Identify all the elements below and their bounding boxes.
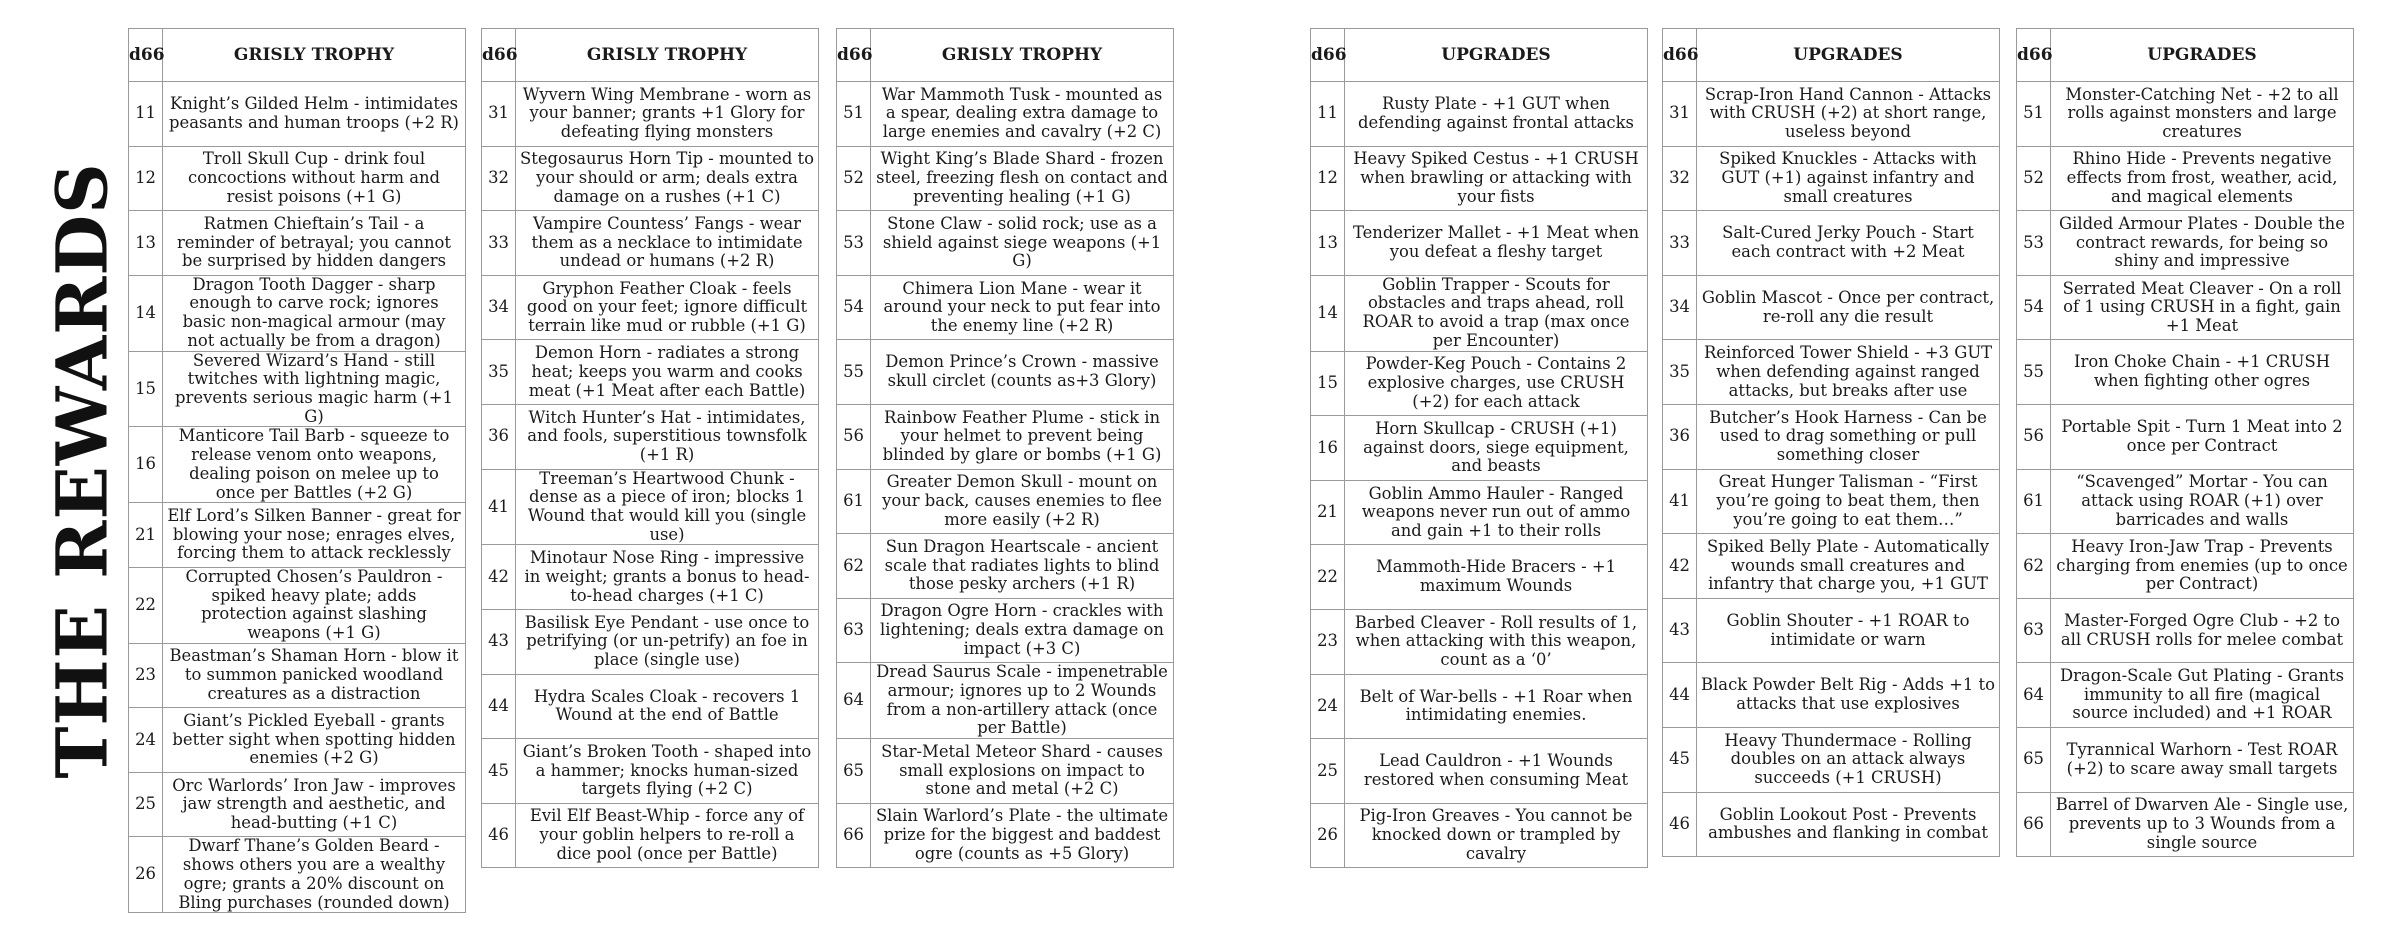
roll-number: 16: [129, 427, 163, 503]
roll-number: 13: [1311, 211, 1345, 276]
roll-number: 65: [837, 739, 871, 804]
reward-description: Dragon Tooth Dagger - sharp enough to carve rock; ignores basic non-magical armour (may not actually be from a dragon): [163, 275, 466, 351]
reward-description: Goblin Ammo Hauler - Ranged weapons never run out of ammo and gain +1 to their rolls: [1345, 480, 1648, 545]
table-header-row: [837, 29, 1174, 82]
table-row: [129, 427, 466, 503]
table-row: [1311, 275, 1648, 351]
roll-number: 56: [2017, 404, 2051, 469]
roll-number: 64: [837, 663, 871, 739]
roll-number: 45: [482, 739, 516, 804]
roll-number: 61: [837, 469, 871, 534]
reward-description: Hydra Scales Cloak - recovers 1 Wound at the end of Battle: [516, 674, 819, 739]
header-title: GRISLY TROPHY: [163, 29, 466, 82]
roll-number: 66: [2017, 792, 2051, 857]
reward-description: Horn Skullcap - CRUSH (+1) against doors, siege equipment, and beasts: [1345, 416, 1648, 481]
reward-description: Belt of War-bells - +1 Roar when intimidating enemies.: [1345, 674, 1648, 739]
table-row: [482, 211, 819, 276]
reward-description: Wyvern Wing Membrane - worn as your banner; grants +1 Glory for defeating flying monsters: [516, 82, 819, 147]
roll-number: 62: [2017, 534, 2051, 599]
table-row: [1663, 663, 2000, 728]
reward-description: Knight’s Gilded Helm - intimidates peasants and human troops (+2 R): [163, 82, 466, 147]
grisly-trophy-table-3: [836, 28, 1174, 868]
roll-number: 14: [129, 275, 163, 351]
reward-description: Orc Warlords’ Iron Jaw - improves jaw strength and aesthetic, and head-butting (+1 C): [163, 772, 466, 837]
roll-number: 35: [482, 340, 516, 405]
header-dice-label: d66: [482, 29, 516, 82]
table-row: [1663, 598, 2000, 663]
roll-number: 45: [1663, 727, 1697, 792]
roll-number: 63: [2017, 598, 2051, 663]
reward-description: Basilisk Eye Pendant - use once to petrifying (or un-petrify) an foe in place (single use): [516, 609, 819, 674]
table-row: [129, 503, 466, 568]
table-row: [837, 534, 1174, 599]
reward-description: Corrupted Chosen’s Pauldron - spiked heavy plate; adds protection against slashing weapons (+1 G): [163, 567, 466, 643]
table-row: [2017, 211, 2354, 276]
reward-description: Spiked Belly Plate - Automatically wounds small creatures and infantry that charge you, +1 GUT: [1697, 534, 2000, 599]
table-row: [1311, 480, 1648, 545]
roll-number: 26: [129, 837, 163, 913]
roll-number: 11: [129, 82, 163, 147]
table-row: [129, 708, 466, 773]
table-row: [837, 146, 1174, 211]
roll-number: 25: [129, 772, 163, 837]
table-row: [482, 609, 819, 674]
reward-description: Rusty Plate - +1 GUT when defending against frontal attacks: [1345, 82, 1648, 147]
reward-description: Monster-Catching Net - +2 to all rolls against monsters and large creatures: [2051, 82, 2354, 147]
reward-description: Troll Skull Cup - drink foul concoctions without harm and resist poisons (+1 G): [163, 146, 466, 211]
roll-number: 11: [1311, 82, 1345, 147]
roll-number: 42: [1663, 534, 1697, 599]
table-row: [1311, 739, 1648, 804]
roll-number: 12: [1311, 146, 1345, 211]
table-row: [1663, 534, 2000, 599]
header-title: GRISLY TROPHY: [871, 29, 1174, 82]
table-row: [1311, 146, 1648, 211]
table-row: [129, 351, 466, 427]
reward-description: Severed Wizard’s Hand - still twitches with lightning magic, prevents serious magic harm (+1 G): [163, 351, 466, 427]
roll-number: 64: [2017, 663, 2051, 728]
table-row: [1311, 545, 1648, 610]
roll-number: 43: [1663, 598, 1697, 663]
reward-description: Goblin Lookout Post - Prevents ambushes and flanking in combat: [1697, 792, 2000, 857]
reward-description: Stone Claw - solid rock; use as a shield against siege weapons (+1 G): [871, 211, 1174, 276]
reward-description: Stegosaurus Horn Tip - mounted to your should or arm; deals extra damage on a rushes (+1 C): [516, 146, 819, 211]
reward-description: Black Powder Belt Rig - Adds +1 to attacks that use explosives: [1697, 663, 2000, 728]
reward-description: Rainbow Feather Plume - stick in your helmet to prevent being blinded by glare or bombs (+1 G): [871, 404, 1174, 469]
roll-number: 12: [129, 146, 163, 211]
table-row: [1311, 211, 1648, 276]
roll-number: 35: [1663, 340, 1697, 405]
roll-number: 51: [2017, 82, 2051, 147]
table-row: [482, 803, 819, 868]
roll-number: 51: [837, 82, 871, 147]
table-row: [1663, 82, 2000, 147]
table-row: [2017, 82, 2354, 147]
table-row: [1663, 146, 2000, 211]
table-row: [1663, 275, 2000, 340]
reward-description: Elf Lord’s Silken Banner - great for blowing your nose; enrages elves, forcing them to attack recklessly: [163, 503, 466, 568]
roll-number: 14: [1311, 275, 1345, 351]
reward-description: Goblin Mascot - Once per contract, re-roll any die result: [1697, 275, 2000, 340]
roll-number: 16: [1311, 416, 1345, 481]
reward-description: Butcher’s Hook Harness - Can be used to drag something or pull something closer: [1697, 404, 2000, 469]
reward-description: Giant’s Broken Tooth - shaped into a hammer; knocks human-sized targets flying (+2 C): [516, 739, 819, 804]
reward-description: Dragon-Scale Gut Plating - Grants immunity to all fire (magical source included) and +1 ROAR: [2051, 663, 2354, 728]
roll-number: 41: [1663, 469, 1697, 534]
table-row: [837, 211, 1174, 276]
roll-number: 32: [1663, 146, 1697, 211]
reward-description: Barrel of Dwarven Ale - Single use, prevents up to 3 Wounds from a single source: [2051, 792, 2354, 857]
roll-number: 15: [129, 351, 163, 427]
table-header-row: [482, 29, 819, 82]
table-row: [129, 275, 466, 351]
roll-number: 21: [1311, 480, 1345, 545]
table-row: [129, 567, 466, 643]
table-row: [1663, 792, 2000, 857]
table-row: [482, 340, 819, 405]
reward-description: Iron Choke Chain - +1 CRUSH when fighting other ogres: [2051, 340, 2354, 405]
roll-number: 52: [2017, 146, 2051, 211]
roll-number: 25: [1311, 739, 1345, 804]
table-row: [837, 663, 1174, 739]
reward-description: Slain Warlord’s Plate - the ultimate prize for the biggest and baddest ogre (counts as +5 Glory): [871, 803, 1174, 868]
table-row: [2017, 340, 2354, 405]
reward-description: War Mammoth Tusk - mounted as a spear, dealing extra damage to large enemies and cavalry (+2 C): [871, 82, 1174, 147]
reward-description: “Scavenged” Mortar - You can attack using ROAR (+1) over barricades and walls: [2051, 469, 2354, 534]
grisly-trophy-table-2: [481, 28, 819, 868]
table-row: [1311, 803, 1648, 868]
roll-number: 24: [1311, 674, 1345, 739]
table-row: [482, 545, 819, 610]
table-row: [2017, 792, 2354, 857]
table-row: [482, 146, 819, 211]
roll-number: 22: [1311, 545, 1345, 610]
roll-number: 63: [837, 598, 871, 663]
roll-number: 61: [2017, 469, 2051, 534]
reward-description: Powder-Keg Pouch - Contains 2 explosive charges, use CRUSH (+2) for each attack: [1345, 351, 1648, 416]
reward-description: Portable Spit - Turn 1 Meat into 2 once per Contract: [2051, 404, 2354, 469]
table-row: [1311, 351, 1648, 416]
header-title: UPGRADES: [1345, 29, 1648, 82]
roll-number: 31: [482, 82, 516, 147]
table-header-row: [1663, 29, 2000, 82]
table-header-row: [1311, 29, 1648, 82]
roll-number: 43: [482, 609, 516, 674]
table-header-row: [2017, 29, 2354, 82]
roll-number: 34: [482, 275, 516, 340]
reward-description: Gryphon Feather Cloak - feels good on your feet; ignore difficult terrain like mud or rubble (+1 G): [516, 275, 819, 340]
table-row: [482, 739, 819, 804]
roll-number: 62: [837, 534, 871, 599]
table-row: [482, 469, 819, 545]
roll-number: 33: [482, 211, 516, 276]
reward-description: Evil Elf Beast-Whip - force any of your goblin helpers to re-roll a dice pool (once per Battle): [516, 803, 819, 868]
table-row: [2017, 146, 2354, 211]
reward-description: Witch Hunter’s Hat - intimidates, and fools, superstitious townsfolk (+1 R): [516, 404, 819, 469]
table-row: [482, 275, 819, 340]
table-row: [482, 404, 819, 469]
roll-number: 33: [1663, 211, 1697, 276]
table-row: [129, 146, 466, 211]
roll-number: 66: [837, 803, 871, 868]
table-row: [2017, 404, 2354, 469]
upgrades-table-1: [1310, 28, 1648, 868]
reward-description: Serrated Meat Cleaver - On a roll of 1 using CRUSH in a fight, gain +1 Meat: [2051, 275, 2354, 340]
grisly-trophy-table-1: [128, 28, 466, 913]
table-row: [2017, 598, 2354, 663]
roll-number: 13: [129, 211, 163, 276]
reward-description: Tyrannical Warhorn - Test ROAR (+2) to scare away small targets: [2051, 727, 2354, 792]
roll-number: 46: [1663, 792, 1697, 857]
roll-number: 32: [482, 146, 516, 211]
table-row: [1311, 674, 1648, 739]
reward-description: Sun Dragon Heartscale - ancient scale that radiates lights to blind those pesky archers (+1 R): [871, 534, 1174, 599]
roll-number: 26: [1311, 803, 1345, 868]
header-dice-label: d66: [837, 29, 871, 82]
table-row: [2017, 727, 2354, 792]
page-title: THE REWARDS: [40, 161, 124, 779]
table-row: [1663, 211, 2000, 276]
reward-description: Greater Demon Skull - mount on your back, causes enemies to flee more easily (+2 R): [871, 469, 1174, 534]
reward-description: Great Hunger Talisman - “First you’re going to beat them, then you’re going to eat them…”: [1697, 469, 2000, 534]
reward-description: Gilded Armour Plates - Double the contract rewards, for being so shiny and impressive: [2051, 211, 2354, 276]
table-row: [2017, 663, 2354, 728]
reward-description: Ratmen Chieftain’s Tail - a reminder of betrayal; you cannot be surprised by hidden dangers: [163, 211, 466, 276]
roll-number: 36: [1663, 404, 1697, 469]
roll-number: 23: [1311, 609, 1345, 674]
table-row: [129, 643, 466, 708]
roll-number: 42: [482, 545, 516, 610]
reward-description: Giant’s Pickled Eyeball - grants better sight when spotting hidden enemies (+2 G): [163, 708, 466, 773]
reward-description: Demon Horn - radiates a strong heat; keeps you warm and cooks meat (+1 Meat after each Battle): [516, 340, 819, 405]
table-row: [837, 82, 1174, 147]
reward-description: Master-Forged Ogre Club - +2 to all CRUSH rolls for melee combat: [2051, 598, 2354, 663]
table-row: [837, 469, 1174, 534]
roll-number: 36: [482, 404, 516, 469]
table-row: [129, 772, 466, 837]
header-dice-label: d66: [1311, 29, 1345, 82]
roll-number: 34: [1663, 275, 1697, 340]
upgrades-table-3: [2016, 28, 2354, 857]
reward-description: Rhino Hide - Prevents negative effects from frost, weather, acid, and magical elements: [2051, 146, 2354, 211]
upgrades-table-2: [1662, 28, 2000, 857]
table-row: [1311, 609, 1648, 674]
reward-description: Goblin Trapper - Scouts for obstacles and traps ahead, roll ROAR to avoid a trap (max once per Encounter): [1345, 275, 1648, 351]
header-dice-label: d66: [129, 29, 163, 82]
reward-description: Heavy Iron-Jaw Trap - Prevents charging from enemies (up to once per Contract): [2051, 534, 2354, 599]
table-row: [837, 739, 1174, 804]
reward-description: Lead Cauldron - +1 Wounds restored when consuming Meat: [1345, 739, 1648, 804]
reward-description: Scrap-Iron Hand Cannon - Attacks with CRUSH (+2) at short range, useless beyond: [1697, 82, 2000, 147]
reward-description: Goblin Shouter - +1 ROAR to intimidate or warn: [1697, 598, 2000, 663]
reward-description: Tenderizer Mallet - +1 Meat when you defeat a fleshy target: [1345, 211, 1648, 276]
roll-number: 22: [129, 567, 163, 643]
roll-number: 56: [837, 404, 871, 469]
roll-number: 21: [129, 503, 163, 568]
reward-description: Dragon Ogre Horn - crackles with lightening; deals extra damage on impact (+3 C): [871, 598, 1174, 663]
roll-number: 24: [129, 708, 163, 773]
roll-number: 41: [482, 469, 516, 545]
roll-number: 44: [1663, 663, 1697, 728]
table-row: [482, 674, 819, 739]
reward-description: Treeman’s Heartwood Chunk - dense as a piece of iron; blocks 1 Wound that would kill you (single use): [516, 469, 819, 545]
table-row: [129, 211, 466, 276]
reward-description: Heavy Thundermace - Rolling doubles on an attack always succeeds (+1 CRUSH): [1697, 727, 2000, 792]
table-row: [837, 404, 1174, 469]
reward-description: Wight King’s Blade Shard - frozen steel, freezing flesh on contact and preventing healing (+1 G): [871, 146, 1174, 211]
roll-number: 53: [837, 211, 871, 276]
reward-description: Heavy Spiked Cestus - +1 CRUSH when brawling or attacking with your fists: [1345, 146, 1648, 211]
reward-description: Reinforced Tower Shield - +3 GUT when defending against ranged attacks, but breaks after use: [1697, 340, 2000, 405]
table-row: [1311, 416, 1648, 481]
roll-number: 54: [2017, 275, 2051, 340]
table-row: [2017, 469, 2354, 534]
reward-description: Beastman’s Shaman Horn - blow it to summon panicked woodland creatures as a distraction: [163, 643, 466, 708]
table-row: [1663, 727, 2000, 792]
roll-number: 55: [837, 340, 871, 405]
header-title: UPGRADES: [2051, 29, 2354, 82]
header-title: GRISLY TROPHY: [516, 29, 819, 82]
page-title-wrapper: [40, 161, 124, 779]
table-row: [1663, 404, 2000, 469]
reward-description: Demon Prince’s Crown - massive skull circlet (counts as+3 Glory): [871, 340, 1174, 405]
reward-description: Pig-Iron Greaves - You cannot be knocked down or trampled by cavalry: [1345, 803, 1648, 868]
roll-number: 52: [837, 146, 871, 211]
table-row: [129, 837, 466, 913]
reward-description: Manticore Tail Barb - squeeze to release venom onto weapons, dealing poison on melee up to once per Battles (+2 G): [163, 427, 466, 503]
table-row: [2017, 534, 2354, 599]
roll-number: 31: [1663, 82, 1697, 147]
reward-description: Dwarf Thane’s Golden Beard - shows others you are a wealthy ogre; grants a 20% discount on Bling purchases (rounded down): [163, 837, 466, 913]
roll-number: 53: [2017, 211, 2051, 276]
table-row: [1311, 82, 1648, 147]
reward-description: Salt-Cured Jerky Pouch - Start each contract with +2 Meat: [1697, 211, 2000, 276]
roll-number: 65: [2017, 727, 2051, 792]
reward-description: Chimera Lion Mane - wear it around your neck to put fear into the enemy line (+2 R): [871, 275, 1174, 340]
table-row: [837, 598, 1174, 663]
table-row: [482, 82, 819, 147]
roll-number: 23: [129, 643, 163, 708]
roll-number: 46: [482, 803, 516, 868]
table-row: [129, 82, 466, 147]
table-header-row: [129, 29, 466, 82]
header-dice-label: d66: [2017, 29, 2051, 82]
table-row: [2017, 275, 2354, 340]
table-row: [1663, 469, 2000, 534]
reward-description: Minotaur Nose Ring - impressive in weight; grants a bonus to head-to-head charges (+1 C): [516, 545, 819, 610]
header-title: UPGRADES: [1697, 29, 2000, 82]
reward-description: Spiked Knuckles - Attacks with GUT (+1) against infantry and small creatures: [1697, 146, 2000, 211]
table-row: [837, 803, 1174, 868]
header-dice-label: d66: [1663, 29, 1697, 82]
reward-description: Dread Saurus Scale - impenetrable armour; ignores up to 2 Wounds from a non-artillery attack (once per Battle): [871, 663, 1174, 739]
roll-number: 15: [1311, 351, 1345, 416]
table-row: [837, 275, 1174, 340]
reward-description: Barbed Cleaver - Roll results of 1, when attacking with this weapon, count as a ‘0’: [1345, 609, 1648, 674]
roll-number: 55: [2017, 340, 2051, 405]
roll-number: 54: [837, 275, 871, 340]
reward-description: Vampire Countess’ Fangs - wear them as a necklace to intimidate undead or humans (+2 R): [516, 211, 819, 276]
table-row: [1663, 340, 2000, 405]
reward-description: Star-Metal Meteor Shard - causes small explosions on impact to stone and metal (+2 C): [871, 739, 1174, 804]
reward-description: Mammoth-Hide Bracers - +1 maximum Wounds: [1345, 545, 1648, 610]
roll-number: 44: [482, 674, 516, 739]
table-row: [837, 340, 1174, 405]
